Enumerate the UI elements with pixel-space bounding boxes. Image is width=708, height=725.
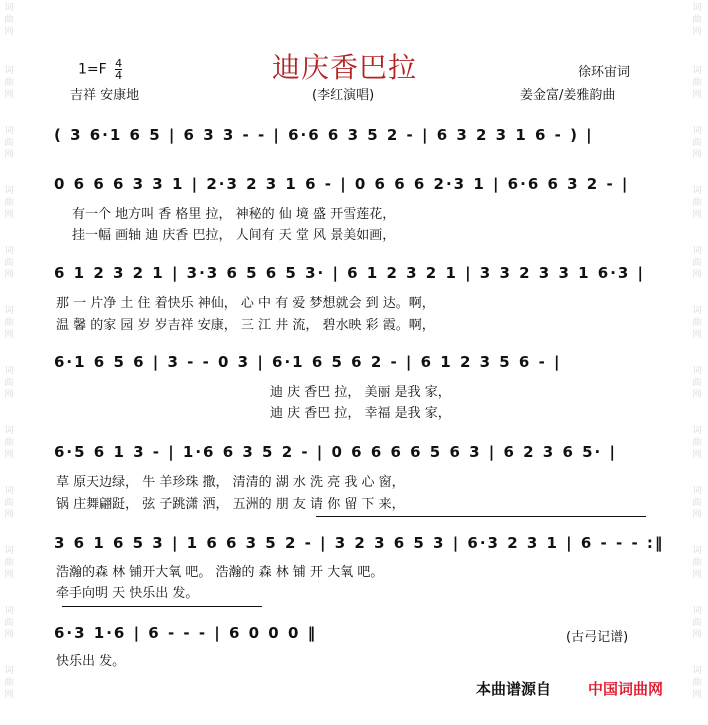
notation-row-1: ( 3 6·1 6 5 | 6 3 3 - - | 6·6 6 3 5 2 - | 6 3 2 3 1 6 - ) | (54, 126, 594, 144)
lyrics-row-6-verse-1: 浩瀚的森 林 铺开大氧 吧。 浩瀚的 森 林 铺 开 大氧 吧。 (56, 565, 384, 580)
ending-volta-line (62, 606, 262, 607)
lyrics-row-6-verse-2: 牵手向明 天 快乐出 发。 (56, 586, 199, 601)
watermark-right-1: 词曲网 (692, 3, 702, 37)
watermark-right-2: 词曲网 (692, 66, 702, 100)
lyrics-row-3-verse-2: 温 馨 的家 园 岁 岁吉祥 安康， 三 江 井 流， 碧水映 彩 霞。啊， (56, 318, 435, 333)
watermark-right-5: 词曲网 (692, 246, 702, 280)
watermark-right-11: 词曲网 (692, 606, 702, 640)
watermark-right-4: 词曲网 (692, 186, 702, 220)
watermark-left-6: 词曲网 (4, 306, 14, 340)
notation-row-3: 6 1 2 3 2 1 | 3·3 6 5 6 5 3· | 6 1 2 3 2 1 | 3 3 2 3 3 1 6·3 | (54, 264, 646, 282)
watermark-left-4: 词曲网 (4, 186, 14, 220)
performer: (李红演唱) (312, 88, 375, 103)
lyrics-row-3-verse-1: 那 一 片净 土 住 着快乐 神仙， 心 中 有 爱 梦想就会 到 达。啊， (56, 296, 435, 311)
tempo-mark: 吉祥 安康地 (70, 88, 140, 103)
notation-row-2: 0 6 6 6 3 3 1 | 2·3 2 3 1 6 - | 0 6 6 6 2·3 1 | 6·6 6 3 2 - | (54, 175, 630, 193)
watermark-left-1: 词曲网 (4, 3, 14, 37)
watermark-right-12: 词曲网 (692, 666, 702, 700)
watermark-left-5: 词曲网 (4, 246, 14, 280)
repeat-volta-line (316, 516, 646, 517)
notation-row-6: 3 6 1 6 5 3 | 1 6 6 3 5 2 - | 3 2 3 6 5 3 | 6·3 2 3 1 | 6 - - - :‖ (54, 534, 665, 552)
composer: 姜金富/姜雅韵曲 (520, 88, 616, 103)
watermark-left-3: 词曲网 (4, 126, 14, 160)
lyrics-row-7-verse-1: 快乐出 发。 (56, 654, 126, 669)
key-label: 1=F (78, 61, 107, 78)
watermark-right-10: 词曲网 (692, 546, 702, 580)
watermark-left-8: 词曲网 (4, 426, 14, 460)
key-signature (78, 58, 122, 81)
lyrics-row-5-verse-1: 草 原天边绿， 牛 羊珍珠 撒， 清清的 湖 水 洗 亮 我 心 窗， (56, 475, 405, 490)
notation-row-7: 6·3 1·6 | 6 - - - | 6 0 0 0 ‖ (54, 624, 318, 642)
watermark-right-8: 词曲网 (692, 426, 702, 460)
watermark-left-9: 词曲网 (4, 486, 14, 520)
lyrics-row-4-verse-2: 迪 庆 香巴 拉， 幸福 是我 家， (270, 406, 451, 421)
watermark-right-9: 词曲网 (692, 486, 702, 520)
song-title: 迪庆香巴拉 (272, 51, 418, 84)
lyrics-row-4-verse-1: 迪 庆 香巴 拉， 美丽 是我 家， (270, 385, 451, 400)
watermark-right-6: 词曲网 (692, 306, 702, 340)
watermark-left-12: 词曲网 (4, 666, 14, 700)
watermark-left-7: 词曲网 (4, 366, 14, 400)
watermark-left-2: 词曲网 (4, 66, 14, 100)
time-signature (115, 58, 122, 81)
watermark-right-7: 词曲网 (692, 366, 702, 400)
lyrics-row-5-verse-2: 锅 庄舞翩跹， 弦 子跳潇 洒， 五洲的 朋 友 请 你 留 下 来， (56, 497, 405, 512)
source-label: 本曲谱源自 (476, 680, 552, 698)
lyricist: 徐环宙词 (578, 65, 631, 80)
lyrics-row-2-verse-1: 有一个 地方叫 香 格里 拉， 神秘的 仙 境 盛 开雪莲花， (72, 207, 396, 222)
notation-row-4: 6·1 6 5 6 | 3 - - 0 3 | 6·1 6 5 6 2 - | 6 1 2 3 5 6 - | (54, 353, 562, 371)
time-sig-bottom: 4 (115, 69, 123, 82)
watermark-right-3: 词曲网 (692, 126, 702, 160)
transcriber: (古弓记谱) (566, 630, 629, 645)
time-sig-top: 4 (115, 57, 123, 70)
watermark-left-10: 词曲网 (4, 546, 14, 580)
lyrics-row-2-verse-2: 挂一幅 画轴 迪 庆香 巴拉， 人间有 天 堂 风 景美如画， (72, 228, 396, 243)
watermark-left-11: 词曲网 (4, 606, 14, 640)
source-site-link[interactable]: 中国词曲网 (588, 680, 664, 698)
notation-row-5: 6·5 6 1 3 - | 1·6 6 3 5 2 - | 0 6 6 6 6 5 6 3 | 6 2 3 6 5· | (54, 443, 617, 461)
